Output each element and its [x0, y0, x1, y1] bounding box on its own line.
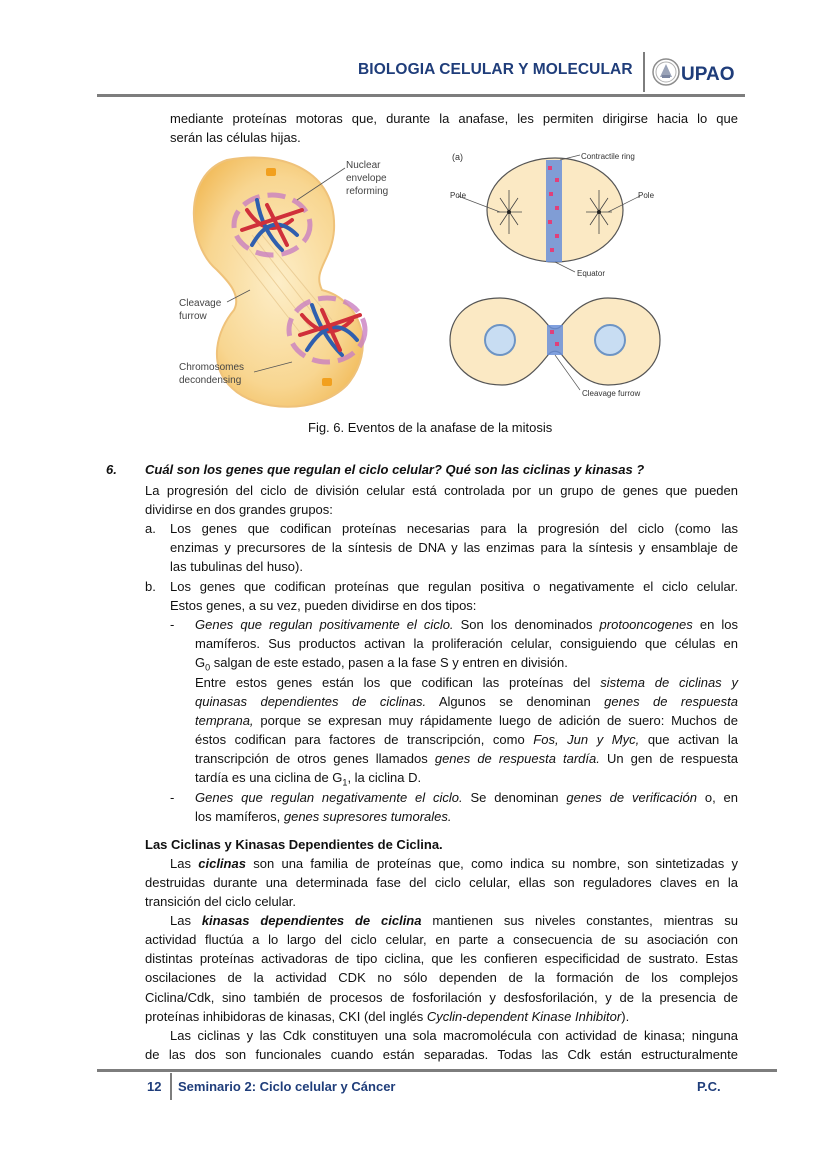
footer-rule: [97, 1069, 777, 1072]
list-item-b-line: Los genes que codifican proteínas que regulan positiva o negativamente el ciclo celular.: [170, 579, 738, 594]
telophase-cell-figure: [172, 150, 412, 410]
dash-marker: -: [170, 617, 175, 632]
intro-line-2: serán las células hijas.: [170, 130, 301, 145]
negative-genes-line: Genes que regulan negativamente el ciclo. Se denominan genes de verificación o, en: [195, 790, 738, 805]
positive-genes-line: temprana, porque se expresan muy rápidamente luego de adición de suero: Muchos de: [195, 713, 738, 728]
question-number: 6.: [106, 462, 117, 477]
label-chromosomes-1: Chromosomes: [179, 362, 245, 373]
header-rule: [97, 94, 745, 97]
positive-genes-line: transcripción de otros genes llamados genes de respuesta tardía. Un gen de respuesta: [195, 751, 738, 766]
list-item-a-line: las tubulinas del huso).: [170, 559, 303, 574]
list-marker-a: a.: [145, 521, 156, 536]
label-cleavage-furrow-2: furrow: [179, 311, 207, 322]
panel-label: (a): [452, 152, 463, 162]
positive-genes-line: $G_0$ salgan de este estado, pasen a la fase S y entren en división.: [195, 655, 568, 673]
kinases-paragraph-line: distintas proteínas activadoras de tipo ciclina, que les confieren especificidad de sustrato. Estas: [145, 951, 738, 966]
positive-genes-line: mamíferos. Sus productos activan la proliferación celular, consiguiendo que células en: [195, 636, 738, 651]
positive-genes-line: tardía es una ciclina de $G_1$, la ciclina D.: [195, 770, 422, 788]
label-contractile-ring: Contractile ring: [581, 152, 635, 161]
section-heading: Las Ciclinas y Kinasas Dependientes de Ciclina.: [145, 837, 443, 852]
logo-text: UPAO: [681, 64, 735, 85]
kinases-paragraph-line: Ciclina/Cdk, sino también de procesos de fosforilación y desfosforilación, y de la presencia de: [145, 990, 738, 1005]
footer-initials: P.C.: [697, 1079, 721, 1094]
dash-marker: -: [170, 790, 175, 805]
negative-genes-line: los mamíferos, genes supresores tumorales.: [195, 809, 452, 824]
document-header-title: BIOLOGIA CELULAR Y MOLECULAR: [358, 61, 633, 78]
kinases-paragraph-line: proteínas inhibidoras de kinasas, CKI (del inglés Cyclin-dependent Kinase Inhibitor).: [145, 1009, 630, 1024]
kinases-paragraph-line: oscilaciones de la actividad CDK no sólo dependen de la formación de los complejos: [145, 970, 738, 985]
label-chromosomes-2: decondensing: [179, 375, 242, 386]
positive-genes-line: Entre estos genes están los que codifican las proteínas del sistema de ciclinas y: [195, 675, 738, 690]
positive-genes-line: éstos codifican para factores de transcripción, como Fos, Jun y Myc, que activan la: [195, 732, 738, 747]
intro-line-1: mediante proteínas motoras que, durante la anafase, les permiten dirigirse hacia lo que: [170, 111, 738, 126]
contractile-ring-figure: [440, 150, 680, 405]
list-item-b-line: Estos genes, a su vez, pueden dividirse en dos tipos:: [170, 598, 477, 613]
cyclins-paragraph-line: destruidas durante una determinada fase del ciclo celular, ellas son reguladores claves en la: [145, 875, 738, 890]
question-title: Cuál son los genes que regulan el ciclo celular? Qué son las ciclinas y kinasas ?: [145, 462, 645, 477]
cyclins-paragraph-line: Las ciclinas son una familia de proteínas que, como indica su nombre, son sintetizadas y: [170, 856, 739, 871]
header-separator: [643, 52, 645, 92]
footer-title: Seminario 2: Ciclo celular y Cáncer: [178, 1079, 396, 1094]
label-pole-right: Pole: [638, 191, 655, 200]
complex-paragraph-line: Las ciclinas y las Cdk constituyen una sola macromolécula con actividad de kinasa; ninguna: [170, 1028, 738, 1043]
page-number: 12: [147, 1079, 162, 1094]
cyclins-paragraph-line: transición del ciclo celular.: [145, 894, 297, 909]
upao-seal-icon: [653, 59, 679, 85]
label-cleavage-furrow-1: Cleavage: [179, 298, 222, 309]
label-nuclear-envelope-1: Nuclear: [346, 160, 381, 171]
list-marker-b: b.: [145, 579, 156, 594]
list-item-a-line: enzimas y precursores de la síntesis de DNA y las enzimas para la síntesis y ensamblaje de: [170, 540, 738, 555]
label-nuclear-envelope-2: envelope: [346, 173, 387, 184]
label-nuclear-envelope-3: reforming: [346, 186, 389, 197]
upao-logo: [650, 55, 740, 89]
kinases-paragraph-line: Las kinasas dependientes de ciclina mantienen sus niveles constantes, mientras su: [170, 913, 739, 928]
paragraph-line: dividirse en dos grandes grupos:: [145, 502, 333, 517]
label-cleavage-furrow-right: Cleavage furrow: [582, 389, 641, 398]
label-equator: Equator: [577, 269, 606, 278]
positive-genes-line: Genes que regulan positivamente el ciclo. Son los denominados protooncogenes en los: [195, 617, 738, 632]
positive-genes-line: quinasas dependientes de ciclinas. Algunos se denominan genes de respuesta: [195, 694, 738, 709]
figure-caption: Fig. 6. Eventos de la anafase de la mitosis: [308, 420, 553, 435]
paragraph-line: La progresión del ciclo de división celular está controlada por un grupo de genes que pueden: [145, 483, 738, 498]
complex-paragraph-line: de las dos son funcionales cuando están separadas. Todas las Cdk están estructuralmente: [145, 1047, 738, 1062]
label-pole-left: Pole: [450, 191, 467, 200]
footer-separator: [170, 1073, 172, 1100]
list-item-a-line: Los genes que codifican proteínas necesarias para la progresión del ciclo (como las: [170, 521, 738, 536]
kinases-paragraph-line: actividad fluctúa a lo largo del ciclo celular, en parte a consecuencia de su asociación con: [145, 932, 738, 947]
